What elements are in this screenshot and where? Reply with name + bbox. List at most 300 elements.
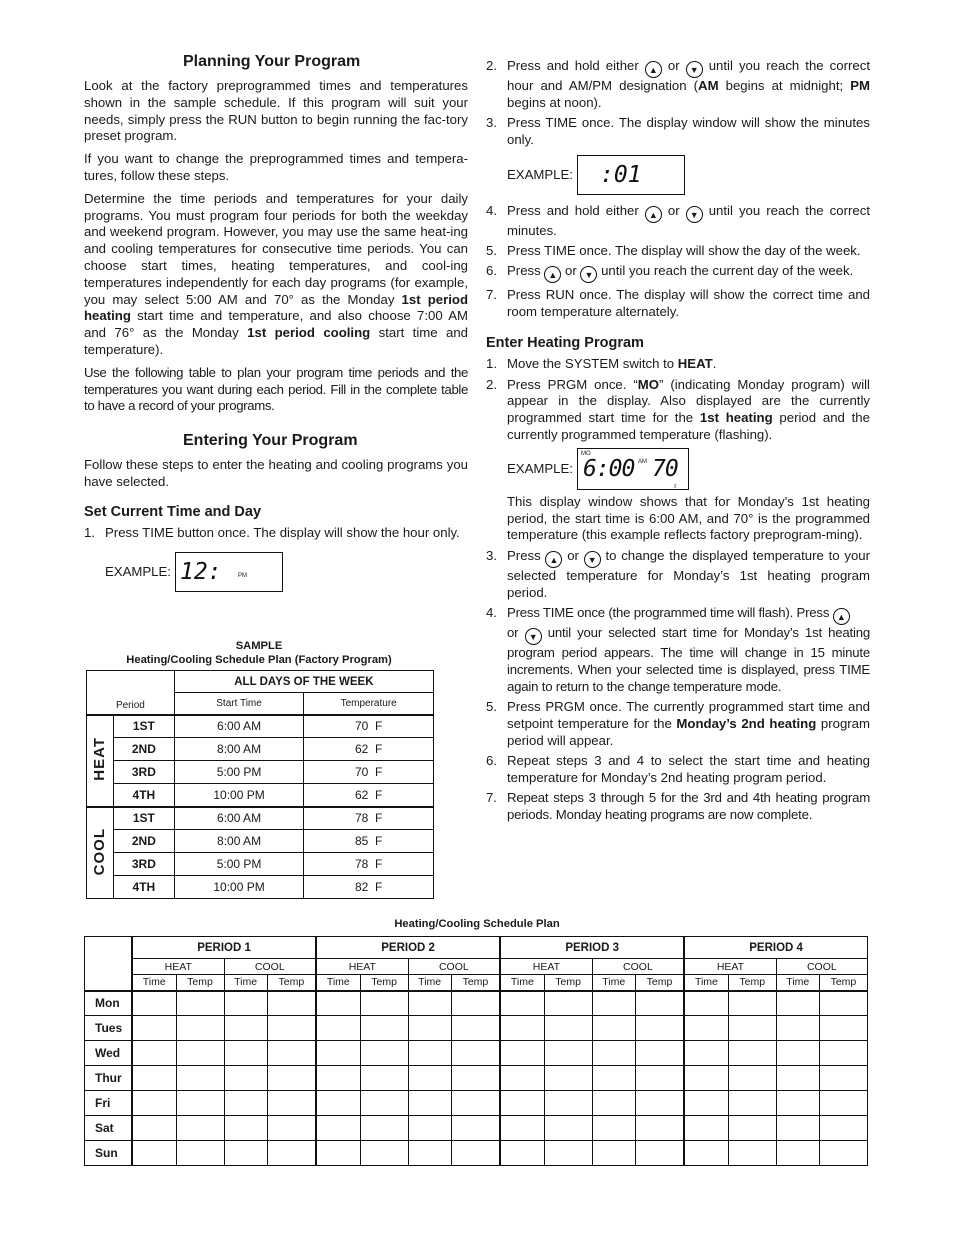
step-text: Repeat steps 3 through 5 for the 3rd and 4th heating program periods. Monday heating programs are now complete. — [507, 790, 870, 823]
text-run: or — [562, 548, 584, 564]
schedule-entry-cell[interactable] — [544, 1091, 592, 1116]
schedule-entry-cell[interactable] — [592, 1066, 635, 1091]
period-cell: 4TH — [113, 784, 174, 807]
sample-row — [87, 853, 434, 876]
step — [486, 115, 870, 149]
schedule-entry-cell[interactable] — [408, 1091, 451, 1116]
schedule-entry-cell[interactable] — [819, 1016, 867, 1041]
schedule-entry-cell[interactable] — [132, 1116, 176, 1141]
cool-header: COOL — [776, 959, 867, 975]
schedule-entry-cell[interactable] — [819, 1141, 867, 1166]
cool-header: COOL — [592, 959, 684, 975]
temp-cell: 70 F — [304, 761, 434, 784]
temp-cell: 78 F — [304, 853, 434, 876]
step-number: 2. — [486, 376, 497, 392]
heat-header: HEAT — [500, 959, 592, 975]
up-arrow-button-icon: ▲ — [545, 551, 562, 568]
step — [486, 699, 870, 749]
lcd-time: 6:00 — [582, 455, 635, 482]
period-cell: 2ND — [113, 738, 174, 761]
heat-rows — [87, 715, 434, 807]
schedule-entry-cell[interactable] — [684, 1016, 728, 1041]
example-minutes — [507, 155, 870, 195]
schedule-entry-cell[interactable] — [544, 1116, 592, 1141]
lcd-temp: 70 — [651, 455, 678, 482]
day-label: Fri — [85, 1091, 133, 1116]
schedule-entry-cell[interactable] — [635, 1016, 684, 1041]
schedule-entry-cell[interactable] — [635, 1141, 684, 1166]
sample-schedule-table — [86, 670, 434, 899]
schedule-entry-cell[interactable] — [592, 1141, 635, 1166]
schedule-entry-cell[interactable] — [176, 1141, 224, 1166]
day-label: Sun — [85, 1141, 133, 1166]
sample-row — [87, 761, 434, 784]
step-text: Press RUN once. The display will show the correct time and room temperature alternately. — [507, 286, 870, 319]
day-row — [85, 1066, 868, 1091]
planning-p2: If you want to change the preprogrammed times and tempera-tures, follow these steps. — [84, 151, 468, 183]
schedule-entry-cell[interactable] — [360, 1141, 408, 1166]
schedule-entry-cell[interactable] — [592, 991, 635, 1016]
temp-subheader: Temp — [267, 975, 316, 991]
time-subheader: Time — [316, 975, 360, 991]
text-run: until you reach the correct hour and AM/PM designation ( — [507, 58, 870, 93]
schedule-entry-cell[interactable] — [544, 1066, 592, 1091]
schedule-entry-cell[interactable] — [360, 1041, 408, 1066]
time-steps-b — [486, 203, 870, 321]
text-run: program period will appear. — [507, 716, 871, 748]
flame-icon: ♁ — [671, 480, 678, 490]
step-number: 7. — [486, 790, 497, 806]
text-run: Press PRGM once. “ — [507, 376, 638, 392]
period-header: PERIOD 3 — [500, 937, 684, 959]
text-run: begins at noon). — [507, 94, 602, 110]
up-arrow-button-icon: ▲ — [645, 61, 662, 78]
down-arrow-button-icon: ▼ — [580, 266, 597, 283]
schedule-entry-cell[interactable] — [360, 991, 408, 1016]
schedule-entry-cell[interactable] — [728, 1091, 776, 1116]
day-row — [85, 1091, 868, 1116]
text-run: until you reach the correct minutes. — [507, 202, 870, 238]
time-steps-a — [486, 58, 870, 149]
schedule-entry-cell[interactable] — [451, 991, 500, 1016]
example-label: EXAMPLE: — [507, 461, 573, 477]
lcd-pm: PM — [237, 572, 247, 579]
bold-run: HEAT — [677, 356, 713, 372]
heat-header: HEAT — [684, 959, 776, 975]
text-run: start time and temperature). — [84, 325, 468, 357]
schedule-entry-cell[interactable] — [544, 991, 592, 1016]
schedule-entry-cell[interactable] — [500, 1041, 544, 1066]
step — [486, 548, 870, 602]
bold-run: 1st period cooling — [247, 325, 371, 341]
text-run: or — [661, 202, 686, 218]
schedule-entry-cell[interactable] — [728, 1066, 776, 1091]
schedule-entry-cell[interactable] — [224, 1041, 267, 1066]
lcd-am: AM — [637, 458, 647, 465]
schedule-entry-cell[interactable] — [360, 1066, 408, 1091]
schedule-entry-cell[interactable] — [819, 1091, 867, 1116]
text-run: Press TIME once (the programmed time will flash). Press — [507, 605, 833, 621]
schedule-entry-cell[interactable] — [408, 1116, 451, 1141]
schedule-entry-cell[interactable] — [776, 1116, 819, 1141]
period-cell: 1ST — [113, 807, 174, 830]
up-arrow-button-icon: ▲ — [544, 266, 561, 283]
down-arrow-button-icon: ▼ — [686, 206, 703, 223]
step-number: 4. — [486, 605, 497, 621]
day-label: Tues — [85, 1016, 133, 1041]
schedule-entry-cell[interactable] — [819, 1066, 867, 1091]
all-days-header: ALL DAYS OF THE WEEK — [174, 671, 433, 693]
temp-cell: 70 F — [304, 715, 434, 738]
step-number: 7. — [486, 286, 497, 302]
text-run: Press and hold either — [507, 58, 645, 73]
period-header: PERIOD 2 — [316, 937, 500, 959]
heating-steps — [486, 356, 870, 443]
schedule-entry-cell[interactable] — [267, 1066, 316, 1091]
step — [486, 753, 870, 787]
schedule-entry-cell[interactable] — [776, 1041, 819, 1066]
text-run: until you reach the current day of the week. — [597, 263, 854, 279]
schedule-entry-cell[interactable] — [500, 991, 544, 1016]
schedule-entry-cell[interactable] — [316, 1041, 360, 1066]
text-run: to change the displayed temperature to your selected temperature for Monday’s 1st heating program period. — [507, 548, 871, 601]
period-cell: 3RD — [113, 853, 174, 876]
text-run: or — [561, 263, 581, 279]
temp-subheader: Temp — [544, 975, 592, 991]
period-cell: 2ND — [113, 830, 174, 853]
text-run: Press — [507, 548, 546, 564]
cool-header: COOL — [408, 959, 500, 975]
corner-cell — [85, 937, 133, 991]
sample-row — [87, 830, 434, 853]
schedule-entry-cell[interactable] — [635, 1066, 684, 1091]
schedule-entry-cell[interactable] — [224, 1066, 267, 1091]
entering-title: Entering Your Program — [183, 432, 358, 450]
text-run: Press and hold either — [507, 202, 645, 218]
schedule-entry-cell[interactable] — [132, 1091, 176, 1116]
temp-subheader: Temp — [451, 975, 500, 991]
schedule-entry-cell[interactable] — [176, 1016, 224, 1041]
schedule-entry-cell[interactable] — [316, 1141, 360, 1166]
lcd-hour: 12: — [179, 558, 222, 585]
cool-rows — [87, 807, 434, 899]
day-row — [85, 1041, 868, 1066]
schedule-entry-cell[interactable] — [224, 1116, 267, 1141]
temp-cell: 62 F — [304, 784, 434, 807]
right-column — [486, 58, 870, 827]
heating-steps-cont — [486, 548, 870, 824]
text-run: Press PRGM once. The currently programmed start time and setpoint temperature for the — [507, 699, 870, 732]
text-run: . — [712, 356, 717, 372]
schedule-entry-cell[interactable] — [635, 1041, 684, 1066]
schedule-entry-cell[interactable] — [360, 1016, 408, 1041]
schedule-entry-cell[interactable] — [316, 991, 360, 1016]
sample-caption-line1: SAMPLE — [235, 640, 283, 652]
time-subheader: Time — [684, 975, 728, 991]
time-cell: 10:00 PM — [174, 784, 304, 807]
schedule-entry-cell[interactable] — [132, 1066, 176, 1091]
lcd-display-hour — [175, 552, 283, 592]
schedule-entry-cell[interactable] — [408, 1016, 451, 1041]
day-row — [85, 1141, 868, 1166]
temp-cell: 78 F — [304, 807, 434, 830]
time-cell: 10:00 PM — [174, 876, 304, 899]
bold-run: Monday’s 2nd heating — [676, 716, 817, 732]
schedule-entry-cell[interactable] — [176, 1041, 224, 1066]
schedule-entry-cell[interactable] — [500, 1141, 544, 1166]
mode-label-text: COOL — [91, 827, 109, 875]
period-header: Period — [87, 671, 175, 715]
period-cell: 3RD — [113, 761, 174, 784]
schedule-entry-cell[interactable] — [132, 1016, 176, 1041]
bold-run: AM — [698, 78, 719, 93]
schedule-entry-cell[interactable] — [451, 1066, 500, 1091]
schedule-entry-cell[interactable] — [267, 1116, 316, 1141]
plan-table-head — [85, 937, 868, 991]
step — [486, 790, 870, 824]
day-label: Mon — [85, 991, 133, 1016]
text-run: period and the currently programmed temperature (flashing). — [507, 410, 870, 443]
time-cell: 8:00 AM — [174, 738, 304, 761]
example-hour — [105, 552, 468, 592]
temp-cell: 85 F — [304, 830, 434, 853]
step-number: 3. — [486, 115, 497, 131]
time-cell: 5:00 PM — [174, 761, 304, 784]
day-row — [85, 991, 868, 1016]
schedule-entry-cell[interactable] — [408, 1141, 451, 1166]
entering-p1: Follow these steps to enter the heating and cooling programs you have selected. — [84, 457, 468, 489]
schedule-entry-cell[interactable] — [132, 991, 176, 1016]
schedule-entry-cell[interactable] — [684, 1116, 728, 1141]
schedule-entry-cell[interactable] — [819, 1041, 867, 1066]
schedule-entry-cell[interactable] — [684, 991, 728, 1016]
schedule-entry-cell[interactable] — [132, 1141, 176, 1166]
text-run: ” (indicating Monday program) will appear in the display. Also displayed are the currently programmed start time for the — [507, 376, 870, 426]
schedule-entry-cell[interactable] — [267, 1141, 316, 1166]
schedule-entry-cell[interactable] — [592, 1016, 635, 1041]
schedule-entry-cell[interactable] — [728, 1016, 776, 1041]
step-number: 6. — [486, 263, 497, 279]
lcd-display-minutes — [577, 155, 685, 195]
schedule-entry-cell[interactable] — [592, 1116, 635, 1141]
day-label: Sat — [85, 1116, 133, 1141]
period-header: PERIOD 1 — [132, 937, 316, 959]
schedule-entry-cell[interactable] — [267, 991, 316, 1016]
step — [486, 58, 870, 112]
lcd-mo: MO — [580, 450, 591, 457]
down-arrow-button-icon: ▼ — [686, 61, 703, 78]
step-number: 1. — [486, 356, 497, 372]
mode-label — [87, 807, 114, 899]
schedule-entry-cell[interactable] — [728, 1041, 776, 1066]
schedule-entry-cell[interactable] — [776, 1016, 819, 1041]
step-text: Repeat steps 3 and 4 to select the start time and heating temperature for Monday’s 2nd heating program period. — [507, 753, 870, 785]
subheader-row — [85, 975, 868, 991]
schedule-entry-cell[interactable] — [267, 1041, 316, 1066]
schedule-entry-cell[interactable] — [316, 1091, 360, 1116]
schedule-entry-cell[interactable] — [500, 1091, 544, 1116]
text-run: Press — [507, 263, 545, 279]
schedule-entry-cell[interactable] — [635, 1091, 684, 1116]
step-number: 5. — [486, 699, 497, 715]
down-arrow-button-icon: ▼ — [584, 551, 601, 568]
sample-row — [87, 738, 434, 761]
schedule-entry-cell[interactable] — [544, 1141, 592, 1166]
schedule-entry-cell[interactable] — [684, 1041, 728, 1066]
step — [84, 525, 468, 542]
schedule-entry-cell[interactable] — [819, 991, 867, 1016]
schedule-entry-cell[interactable] — [224, 1141, 267, 1166]
schedule-entry-cell[interactable] — [360, 1116, 408, 1141]
mode-header-row — [85, 959, 868, 975]
schedule-entry-cell[interactable] — [728, 1116, 776, 1141]
sample-row — [87, 784, 434, 807]
text-run: begins at midnight; — [718, 78, 851, 93]
plan-table-body — [85, 991, 868, 1166]
time-subheader: Time — [132, 975, 176, 991]
time-cell: 8:00 AM — [174, 830, 304, 853]
step — [486, 263, 870, 283]
schedule-entry-cell[interactable] — [819, 1116, 867, 1141]
temperature-header: Temperature — [304, 693, 434, 715]
step — [486, 605, 870, 695]
schedule-entry-cell[interactable] — [176, 1066, 224, 1091]
sample-caption-line2: Heating/Cooling Schedule Plan (Factory Program) — [126, 653, 392, 666]
schedule-entry-cell[interactable] — [408, 1066, 451, 1091]
bold-run: 1st heating — [699, 410, 773, 426]
down-arrow-button-icon: ▼ — [525, 628, 542, 645]
lcd-minutes: :01 — [599, 161, 642, 188]
planning-p3 — [84, 191, 468, 359]
step-number: 4. — [486, 202, 497, 218]
schedule-entry-cell[interactable] — [176, 1091, 224, 1116]
step — [486, 356, 870, 373]
schedule-entry-cell[interactable] — [776, 991, 819, 1016]
set-time-steps — [84, 525, 468, 542]
schedule-entry-cell[interactable] — [684, 1066, 728, 1091]
schedule-entry-cell[interactable] — [316, 1016, 360, 1041]
period-cell: 4TH — [113, 876, 174, 899]
step — [486, 203, 870, 240]
example-program — [507, 448, 870, 490]
sample-row — [87, 715, 434, 738]
schedule-entry-cell[interactable] — [408, 991, 451, 1016]
text-run: until your selected start time for Monday’s 1st heating program period appears. The time will change in 15 minute increments. When your selected time is displayed, press TIME again to return to the change temperature mode. — [507, 625, 871, 694]
schedule-entry-cell[interactable] — [451, 1141, 500, 1166]
time-subheader: Time — [592, 975, 635, 991]
schedule-entry-cell[interactable] — [776, 1141, 819, 1166]
sample-table-caption — [84, 640, 434, 667]
temp-subheader: Temp — [176, 975, 224, 991]
schedule-entry-cell[interactable] — [500, 1116, 544, 1141]
step-number: 2. — [486, 58, 497, 73]
schedule-entry-cell[interactable] — [224, 991, 267, 1016]
schedule-entry-cell[interactable] — [684, 1141, 728, 1166]
schedule-entry-cell[interactable] — [132, 1041, 176, 1066]
planning-p1: Look at the factory preprogrammed times and temperatures shown in the sample schedule. If this program will suit your needs, simply press the RUN button to begin running the fac-tory preset program. — [84, 78, 468, 144]
temp-cell: 82 F — [304, 876, 434, 899]
schedule-entry-cell[interactable] — [544, 1041, 592, 1066]
day-row — [85, 1016, 868, 1041]
schedule-entry-cell[interactable] — [451, 1041, 500, 1066]
sample-row — [87, 807, 434, 830]
schedule-entry-cell[interactable] — [776, 1091, 819, 1116]
schedule-entry-cell[interactable] — [728, 1141, 776, 1166]
temp-subheader: Temp — [728, 975, 776, 991]
day-row — [85, 1116, 868, 1141]
day-label: Thur — [85, 1066, 133, 1091]
schedule-entry-cell[interactable] — [592, 1091, 635, 1116]
step-number: 1. — [84, 524, 95, 540]
temp-subheader: Temp — [360, 975, 408, 991]
heating-note: This display window shows that for Monday’s 1st heating period, the start time is 6:00 AM, and 70° is the programmed temperature (this example reflects factory preprogram-ming). — [507, 493, 870, 543]
temp-subheader: Temp — [819, 975, 867, 991]
time-cell: 5:00 PM — [174, 853, 304, 876]
temp-cell: 62 F — [304, 738, 434, 761]
schedule-entry-cell[interactable] — [451, 1091, 500, 1116]
planning-title: Planning Your Program — [183, 53, 361, 70]
heat-header: HEAT — [132, 959, 224, 975]
plan-schedule-table — [84, 936, 868, 1166]
period-header-row — [85, 937, 868, 959]
schedule-entry-cell[interactable] — [500, 1066, 544, 1091]
period-cell: 1ST — [113, 715, 174, 738]
schedule-entry-cell[interactable] — [267, 1091, 316, 1116]
schedule-entry-cell[interactable] — [224, 1091, 267, 1116]
schedule-entry-cell[interactable] — [544, 1016, 592, 1041]
text-run: or — [661, 58, 686, 73]
text-run: start time and temperature, and also choose 7:00 AM and 76° as the Monday — [84, 308, 468, 341]
plan-table-caption: Heating/Cooling Schedule Plan — [394, 918, 560, 930]
mode-label — [87, 715, 114, 807]
schedule-entry-cell[interactable] — [776, 1066, 819, 1091]
schedule-entry-cell[interactable] — [451, 1016, 500, 1041]
schedule-entry-cell[interactable] — [635, 1116, 684, 1141]
schedule-entry-cell[interactable] — [316, 1066, 360, 1091]
text-run: Move the SYSTEM switch to — [507, 356, 678, 372]
schedule-entry-cell[interactable] — [635, 991, 684, 1016]
step — [486, 243, 870, 260]
period-header: PERIOD 4 — [684, 937, 867, 959]
schedule-entry-cell[interactable] — [500, 1016, 544, 1041]
sample-row — [87, 876, 434, 899]
step-text: Press TIME once. The display will show the day of the week. — [507, 242, 861, 258]
step-number: 6. — [486, 753, 497, 769]
step-number: 5. — [486, 242, 497, 258]
schedule-entry-cell[interactable] — [176, 991, 224, 1016]
schedule-entry-cell[interactable] — [728, 991, 776, 1016]
schedule-entry-cell[interactable] — [360, 1091, 408, 1116]
day-label: Wed — [85, 1041, 133, 1066]
mode-label-text: HEAT — [91, 737, 109, 781]
schedule-entry-cell[interactable] — [592, 1041, 635, 1066]
schedule-entry-cell[interactable] — [316, 1116, 360, 1141]
schedule-entry-cell[interactable] — [451, 1116, 500, 1141]
schedule-entry-cell[interactable] — [408, 1041, 451, 1066]
heating-title: Enter Heating Program — [486, 335, 644, 352]
step-number: 3. — [486, 548, 497, 564]
schedule-entry-cell[interactable] — [176, 1116, 224, 1141]
text-run: or — [507, 625, 525, 641]
schedule-entry-cell[interactable] — [224, 1016, 267, 1041]
lcd-display-program — [577, 448, 689, 490]
example-label: EXAMPLE: — [507, 167, 573, 183]
planning-p4: Use the following table to plan your program time periods and the temperatures you want during each period. Fill in the complete table to have a record of your programs. — [84, 364, 468, 414]
schedule-entry-cell[interactable] — [267, 1016, 316, 1041]
step — [486, 377, 870, 444]
schedule-entry-cell[interactable] — [684, 1091, 728, 1116]
time-cell: 6:00 AM — [174, 715, 304, 738]
